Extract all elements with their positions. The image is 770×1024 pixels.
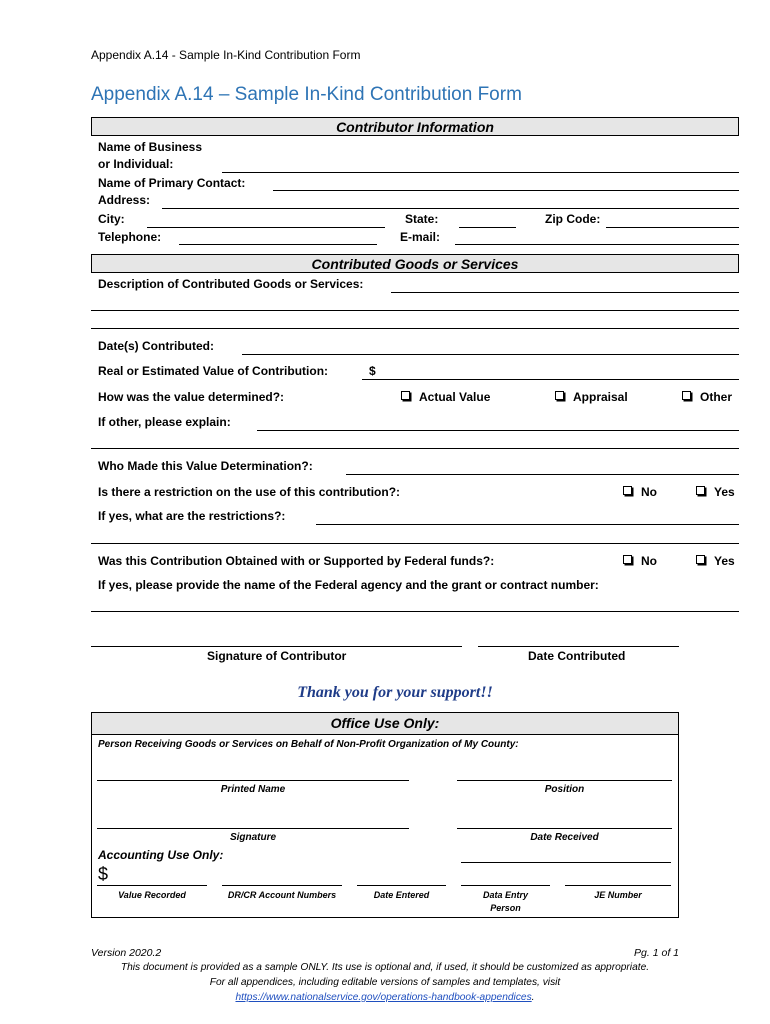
accounting-currency-symbol: $	[98, 864, 109, 884]
federal-detail-label: If yes, please provide the name of the Federal agency and the grant or contract number:	[98, 578, 599, 592]
date-received-field[interactable]	[457, 828, 672, 829]
thank-you-message: Thank you for your support!!	[297, 684, 493, 701]
city-field[interactable]	[147, 227, 385, 228]
if-other-field-line-2[interactable]	[91, 448, 739, 449]
restriction-yes-checkbox[interactable]	[696, 486, 705, 495]
if-other-field-line-1[interactable]	[257, 430, 739, 431]
printed-name-label: Printed Name	[220, 784, 286, 795]
actual-value-checkbox[interactable]	[401, 391, 410, 400]
appendices-link[interactable]: https://www.nationalservice.gov/operations-handbook-appendices	[235, 992, 532, 1003]
je-number-label: JE Number	[594, 890, 642, 900]
other-checkbox[interactable]	[682, 391, 691, 400]
value-label: Real or Estimated Value of Contribution:	[98, 364, 329, 378]
federal-no-checkbox[interactable]	[623, 555, 632, 564]
federal-funds-label: Was this Contribution Obtained with or Supported by Federal funds?:	[98, 554, 495, 568]
restrictions-field-line-1[interactable]	[316, 524, 739, 525]
who-determined-label: Who Made this Value Determination?:	[98, 459, 313, 473]
primary-contact-field[interactable]	[273, 190, 739, 191]
date-contributed-field[interactable]	[478, 646, 679, 647]
person-receiving-label: Person Receiving Goods or Services on Behalf of Non-Profit Organization of My County:	[98, 739, 519, 750]
date-entered-label: Date Entered	[373, 890, 430, 900]
restriction-no-label: No	[641, 485, 657, 499]
address-label: Address:	[98, 193, 151, 207]
state-field[interactable]	[459, 227, 516, 228]
email-field[interactable]	[455, 244, 739, 245]
primary-contact-label: Name of Primary Contact:	[98, 176, 246, 190]
page-number: Pg. 1 of 1	[634, 947, 679, 959]
page-title: Appendix A.14 – Sample In-Kind Contribution Form	[91, 84, 522, 105]
signature-of-contributor-label: Signature of Contributor	[207, 649, 347, 663]
description-field-line-1[interactable]	[391, 292, 739, 293]
actual-value-label: Actual Value	[419, 390, 491, 404]
contributor-signature-field[interactable]	[91, 646, 462, 647]
restrictions-detail-label: If yes, what are the restrictions?:	[98, 509, 286, 523]
dates-contributed-field[interactable]	[242, 354, 739, 355]
drcr-account-field[interactable]	[222, 885, 342, 886]
business-name-field[interactable]	[222, 172, 739, 173]
office-use-heading: Office Use Only:	[92, 713, 678, 735]
value-currency-symbol: $	[369, 364, 376, 378]
footer-appendices: For all appendices, including editable versions of samples and templates, visit	[209, 977, 561, 988]
or-individual-label: or Individual:	[98, 157, 174, 171]
drcr-label: DR/CR Account Numbers	[227, 890, 337, 900]
appraisal-label: Appraisal	[573, 390, 628, 404]
description-field-line-2[interactable]	[91, 310, 739, 311]
date-entered-field[interactable]	[357, 885, 446, 886]
description-field-line-3[interactable]	[91, 328, 739, 329]
who-determined-field[interactable]	[346, 474, 739, 475]
restriction-no-checkbox[interactable]	[623, 486, 632, 495]
federal-yes-checkbox[interactable]	[696, 555, 705, 564]
accounting-header-line	[461, 862, 671, 863]
dates-contributed-label: Date(s) Contributed:	[98, 339, 214, 353]
value-recorded-field[interactable]	[97, 885, 207, 886]
federal-detail-field[interactable]	[91, 611, 739, 612]
footer-note: This document is provided as a sample ONLY. Its use is optional and, if used, it should be customized as appropriate.	[120, 962, 650, 973]
state-label: State:	[405, 212, 439, 226]
zip-code-label: Zip Code:	[545, 212, 601, 226]
city-label: City:	[98, 212, 125, 226]
email-label: E-mail:	[400, 230, 441, 244]
description-label: Description of Contributed Goods or Services:	[98, 277, 364, 291]
position-field[interactable]	[457, 780, 672, 781]
date-contributed-label: Date Contributed	[528, 649, 626, 663]
federal-yes-label: Yes	[714, 554, 735, 568]
federal-no-label: No	[641, 554, 657, 568]
date-received-label: Date Received	[530, 832, 599, 843]
je-number-field[interactable]	[565, 885, 671, 886]
telephone-label: Telephone:	[98, 230, 162, 244]
name-of-business-label: Name of Business	[98, 140, 203, 154]
running-header: Appendix A.14 - Sample In-Kind Contribution Form	[91, 48, 361, 62]
restriction-yes-label: Yes	[714, 485, 735, 499]
link-period: .	[531, 992, 535, 1003]
contributor-section-heading: Contributor Information	[91, 117, 739, 136]
position-label: Position	[544, 784, 585, 795]
how-determined-label: How was the value determined?:	[98, 390, 285, 404]
data-entry-person-field[interactable]	[461, 885, 550, 886]
telephone-field[interactable]	[179, 244, 377, 245]
zip-code-field[interactable]	[606, 227, 739, 228]
appraisal-checkbox[interactable]	[555, 391, 564, 400]
version-label: Version 2020.2	[91, 947, 162, 959]
staff-signature-field[interactable]	[97, 828, 409, 829]
value-field[interactable]	[362, 379, 739, 380]
value-recorded-label: Value Recorded	[118, 890, 186, 900]
accounting-use-label: Accounting Use Only:	[98, 848, 224, 862]
data-entry-label: Data Entry	[482, 890, 528, 900]
staff-signature-label: Signature	[229, 832, 277, 843]
if-other-label: If other, please explain:	[98, 415, 231, 429]
restriction-label: Is there a restriction on the use of this contribution?:	[98, 485, 401, 499]
goods-section-heading: Contributed Goods or Services	[91, 254, 739, 273]
footer-link-line	[85, 992, 685, 1003]
data-entry-person-label: Person	[490, 903, 521, 913]
address-field[interactable]	[162, 208, 739, 209]
restrictions-field-line-2[interactable]	[91, 543, 739, 544]
other-label: Other	[700, 390, 733, 404]
printed-name-field[interactable]	[97, 780, 409, 781]
